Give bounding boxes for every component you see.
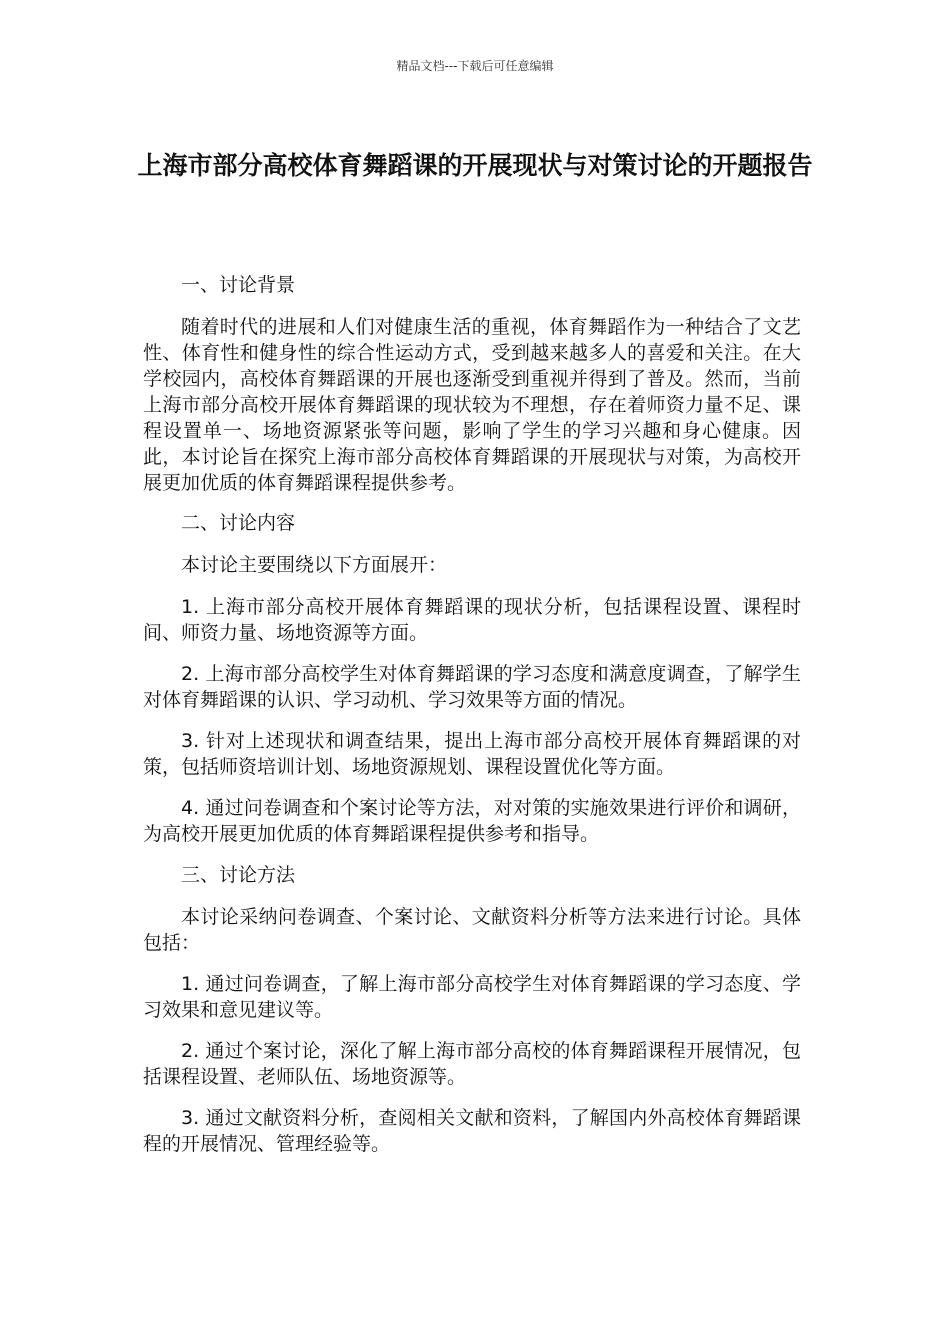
content-item: 4. 通过问卷调查和个案讨论等方法，对对策的实施效果进行评价和调研，为高校开展更加优质的体育舞蹈课程提供参考和指导。 bbox=[143, 797, 801, 845]
document-title: 上海市部分高校体育舞蹈课的开展现状与对策讨论的开题报告 bbox=[137, 151, 813, 180]
content-item: 3. 针对上述现状和调查结果，提出上海市部分高校开展体育舞蹈课的对策，包括师资培训计划、场地资源规划、课程设置优化等方面。 bbox=[143, 730, 801, 778]
methods-item: 2. 通过个案讨论，深化了解上海市部分高校的体育舞蹈课程开展情况，包括课程设置、老师队伍、场地资源等。 bbox=[143, 1040, 801, 1088]
content-item: 2. 上海市部分高校学生对体育舞蹈课的学习态度和满意度调查，了解学生对体育舞蹈课的认识、学习动机、学习效果等方面的情况。 bbox=[143, 663, 801, 711]
methods-item: 1. 通过问卷调查，了解上海市部分高校学生对体育舞蹈课的学习态度、学习效果和意见建议等。 bbox=[143, 973, 801, 1021]
methods-intro: 本讨论采纳问卷调查、个案讨论、文献资料分析等方法来进行讨论。具体包括： bbox=[143, 906, 801, 954]
background-paragraph: 随着时代的进展和人们对健康生活的重视，体育舞蹈作为一种结合了文艺性、体育性和健身性的综合性运动方式，受到越来越多人的喜爱和关注。在大学校园内，高校体育舞蹈课的开展也逐渐受到重视并得到了普及。然而，当前上海市部分高校开展体育舞蹈课的现状较为不理想，存在着师资力量不足、课程设置单一、场地资源紧张等问题，影响了学生的学习兴趣和身心健康。因此，本讨论旨在探究上海市部分高校体育舞蹈课的开展现状与对策，为高校开展更加优质的体育舞蹈课程提供参考。 bbox=[143, 316, 801, 494]
section-heading-background: 一、讨论背景 bbox=[181, 274, 296, 296]
header-note: 精品文档---下载后可任意编辑 bbox=[396, 59, 554, 73]
section-heading-methods: 三、讨论方法 bbox=[181, 864, 296, 886]
section-heading-content: 二、讨论内容 bbox=[181, 512, 296, 534]
content-item: 1. 上海市部分高校开展体育舞蹈课的现状分析，包括课程设置、课程时间、师资力量、场地资源等方面。 bbox=[143, 596, 801, 644]
methods-item: 3. 通过文献资料分析，查阅相关文献和资料，了解国内外高校体育舞蹈课程的开展情况、管理经验等。 bbox=[143, 1107, 801, 1155]
document-body bbox=[143, 272, 801, 1172]
content-intro: 本讨论主要围绕以下方面展开： bbox=[181, 554, 448, 576]
